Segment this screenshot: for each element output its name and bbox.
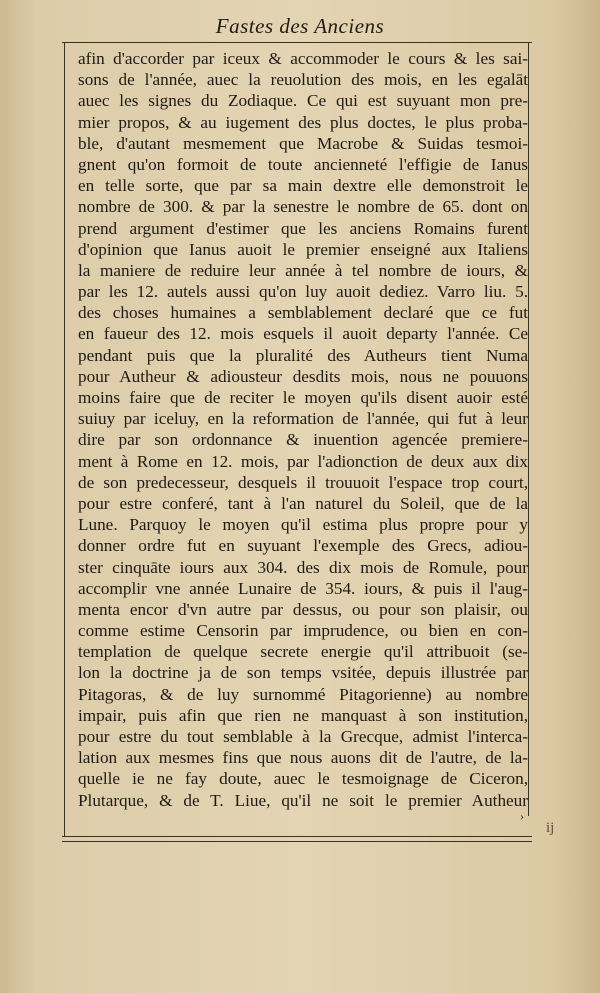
text-line: lon la doctrine ja de son temps vsitée, depuis illustrée par bbox=[78, 663, 528, 683]
text-line: quelle ie ne fay doute, auec le tesmoignage de Ciceron, bbox=[78, 769, 528, 789]
text-line: accomplir vne année Lunaire de 354. iours, & puis il l'aug- bbox=[78, 578, 528, 598]
text-line: donner ordre fut en suyuant l'exemple des Grecs, adiou- bbox=[78, 536, 528, 556]
text-line: des choses humaines a semblablement declaré que ce fut bbox=[78, 303, 528, 323]
text-line: la maniere de reduire leur année à tel nombre de iours, & bbox=[78, 260, 528, 280]
text-line: par les 12. autels aussi qu'on luy auoit dediez. Varro liu. 5. bbox=[78, 282, 528, 302]
text-line: de son predecesseur, desquels il trouuoit l'espace trop court, bbox=[78, 472, 528, 492]
bottom-rule bbox=[62, 836, 532, 842]
text-line: pendant puis que la pluralité des Autheurs tient Numa bbox=[78, 345, 528, 365]
text-line: moins faire que de reciter le moyen qu'ils disent auoir esté bbox=[78, 388, 528, 407]
text-line: dire par son ordonnance & inuention agencée premiere- bbox=[78, 430, 528, 450]
text-line: impair, puis afin que rien ne manquast à son institution, bbox=[78, 705, 528, 725]
text-line: ster cinquāte iours aux 304. des dix mois de Romule, pour bbox=[78, 557, 528, 577]
text-line: auec les signes du Zodiaque. Ce qui est suyuant mon pre- bbox=[78, 91, 528, 111]
text-line: Pitagoras, & de luy surnommé Pitagorienne) au nombre bbox=[78, 684, 528, 704]
text-line: d'opinion que Ianus auoit le premier enseigné aux Italiens bbox=[78, 239, 528, 259]
text-line: pour Autheur & adiousteur desdits mois, nous ne pouuons bbox=[78, 366, 528, 386]
text-line: suiuy par iceluy, en la reformation de l'année, qui fut à leur bbox=[78, 409, 528, 429]
text-line: en telle sorte, que par sa main dextre elle demonstroit le bbox=[78, 176, 528, 196]
text-line: menta encor d'vn autre par dessus, ou pour son plaisir, ou bbox=[78, 599, 528, 619]
text-line: nombre de 300. & par la senestre le nombre de 65. dont on bbox=[78, 197, 528, 217]
running-head: Fastes des Anciens bbox=[215, 14, 385, 38]
text-line: pour estre du tout semblable à la Grecque, admist l'interca- bbox=[78, 727, 528, 746]
catchword: › bbox=[520, 809, 524, 823]
text-line: prend argument d'estimer que les anciens Romains furent bbox=[78, 218, 528, 238]
text-line: en faueur des 12. mois esquels il auoit departy l'année. Ce bbox=[78, 324, 528, 344]
body-text bbox=[78, 48, 528, 811]
text-line: templation de quelque secrete energie qu'il attribuoit (se- bbox=[78, 642, 528, 662]
text-line: sons de l'année, auec la reuolution des mois, en les egalāt bbox=[78, 70, 528, 90]
text-line: Plutarque, & de T. Liue, qu'il ne soit le premier Autheur bbox=[78, 790, 528, 810]
text-line: pour estre conferé, tant à l'an naturel du Soleil, que de la bbox=[78, 493, 528, 513]
top-rule bbox=[62, 42, 532, 43]
right-frame-rule bbox=[528, 42, 529, 816]
text-line: comme estime Censorin par imprudence, ou bien en con- bbox=[78, 621, 528, 641]
text-line: lation aux mesmes fins que nous auons dit de l'autre, de la- bbox=[78, 748, 528, 768]
text-line: afin d'accorder par iceux & accommoder le cours & les sai- bbox=[78, 49, 528, 68]
text-line: mier propos, & au iugement des plus doctes, le plus proba- bbox=[78, 112, 528, 132]
text-line: ble, d'autant mesmement que Macrobe & Suidas tesmoi- bbox=[78, 133, 528, 153]
text-line: Lune. Parquoy le moyen qu'il estima plus propre pour y bbox=[78, 515, 528, 535]
margin-note: ij bbox=[546, 820, 555, 836]
left-frame-rule bbox=[64, 42, 65, 836]
text-line: gnent qu'on formoit de toute ancienneté l'effigie de Ianus bbox=[78, 154, 528, 174]
text-line: ment à Rome en 12. mois, par l'adionction de deux aux dix bbox=[78, 451, 528, 471]
